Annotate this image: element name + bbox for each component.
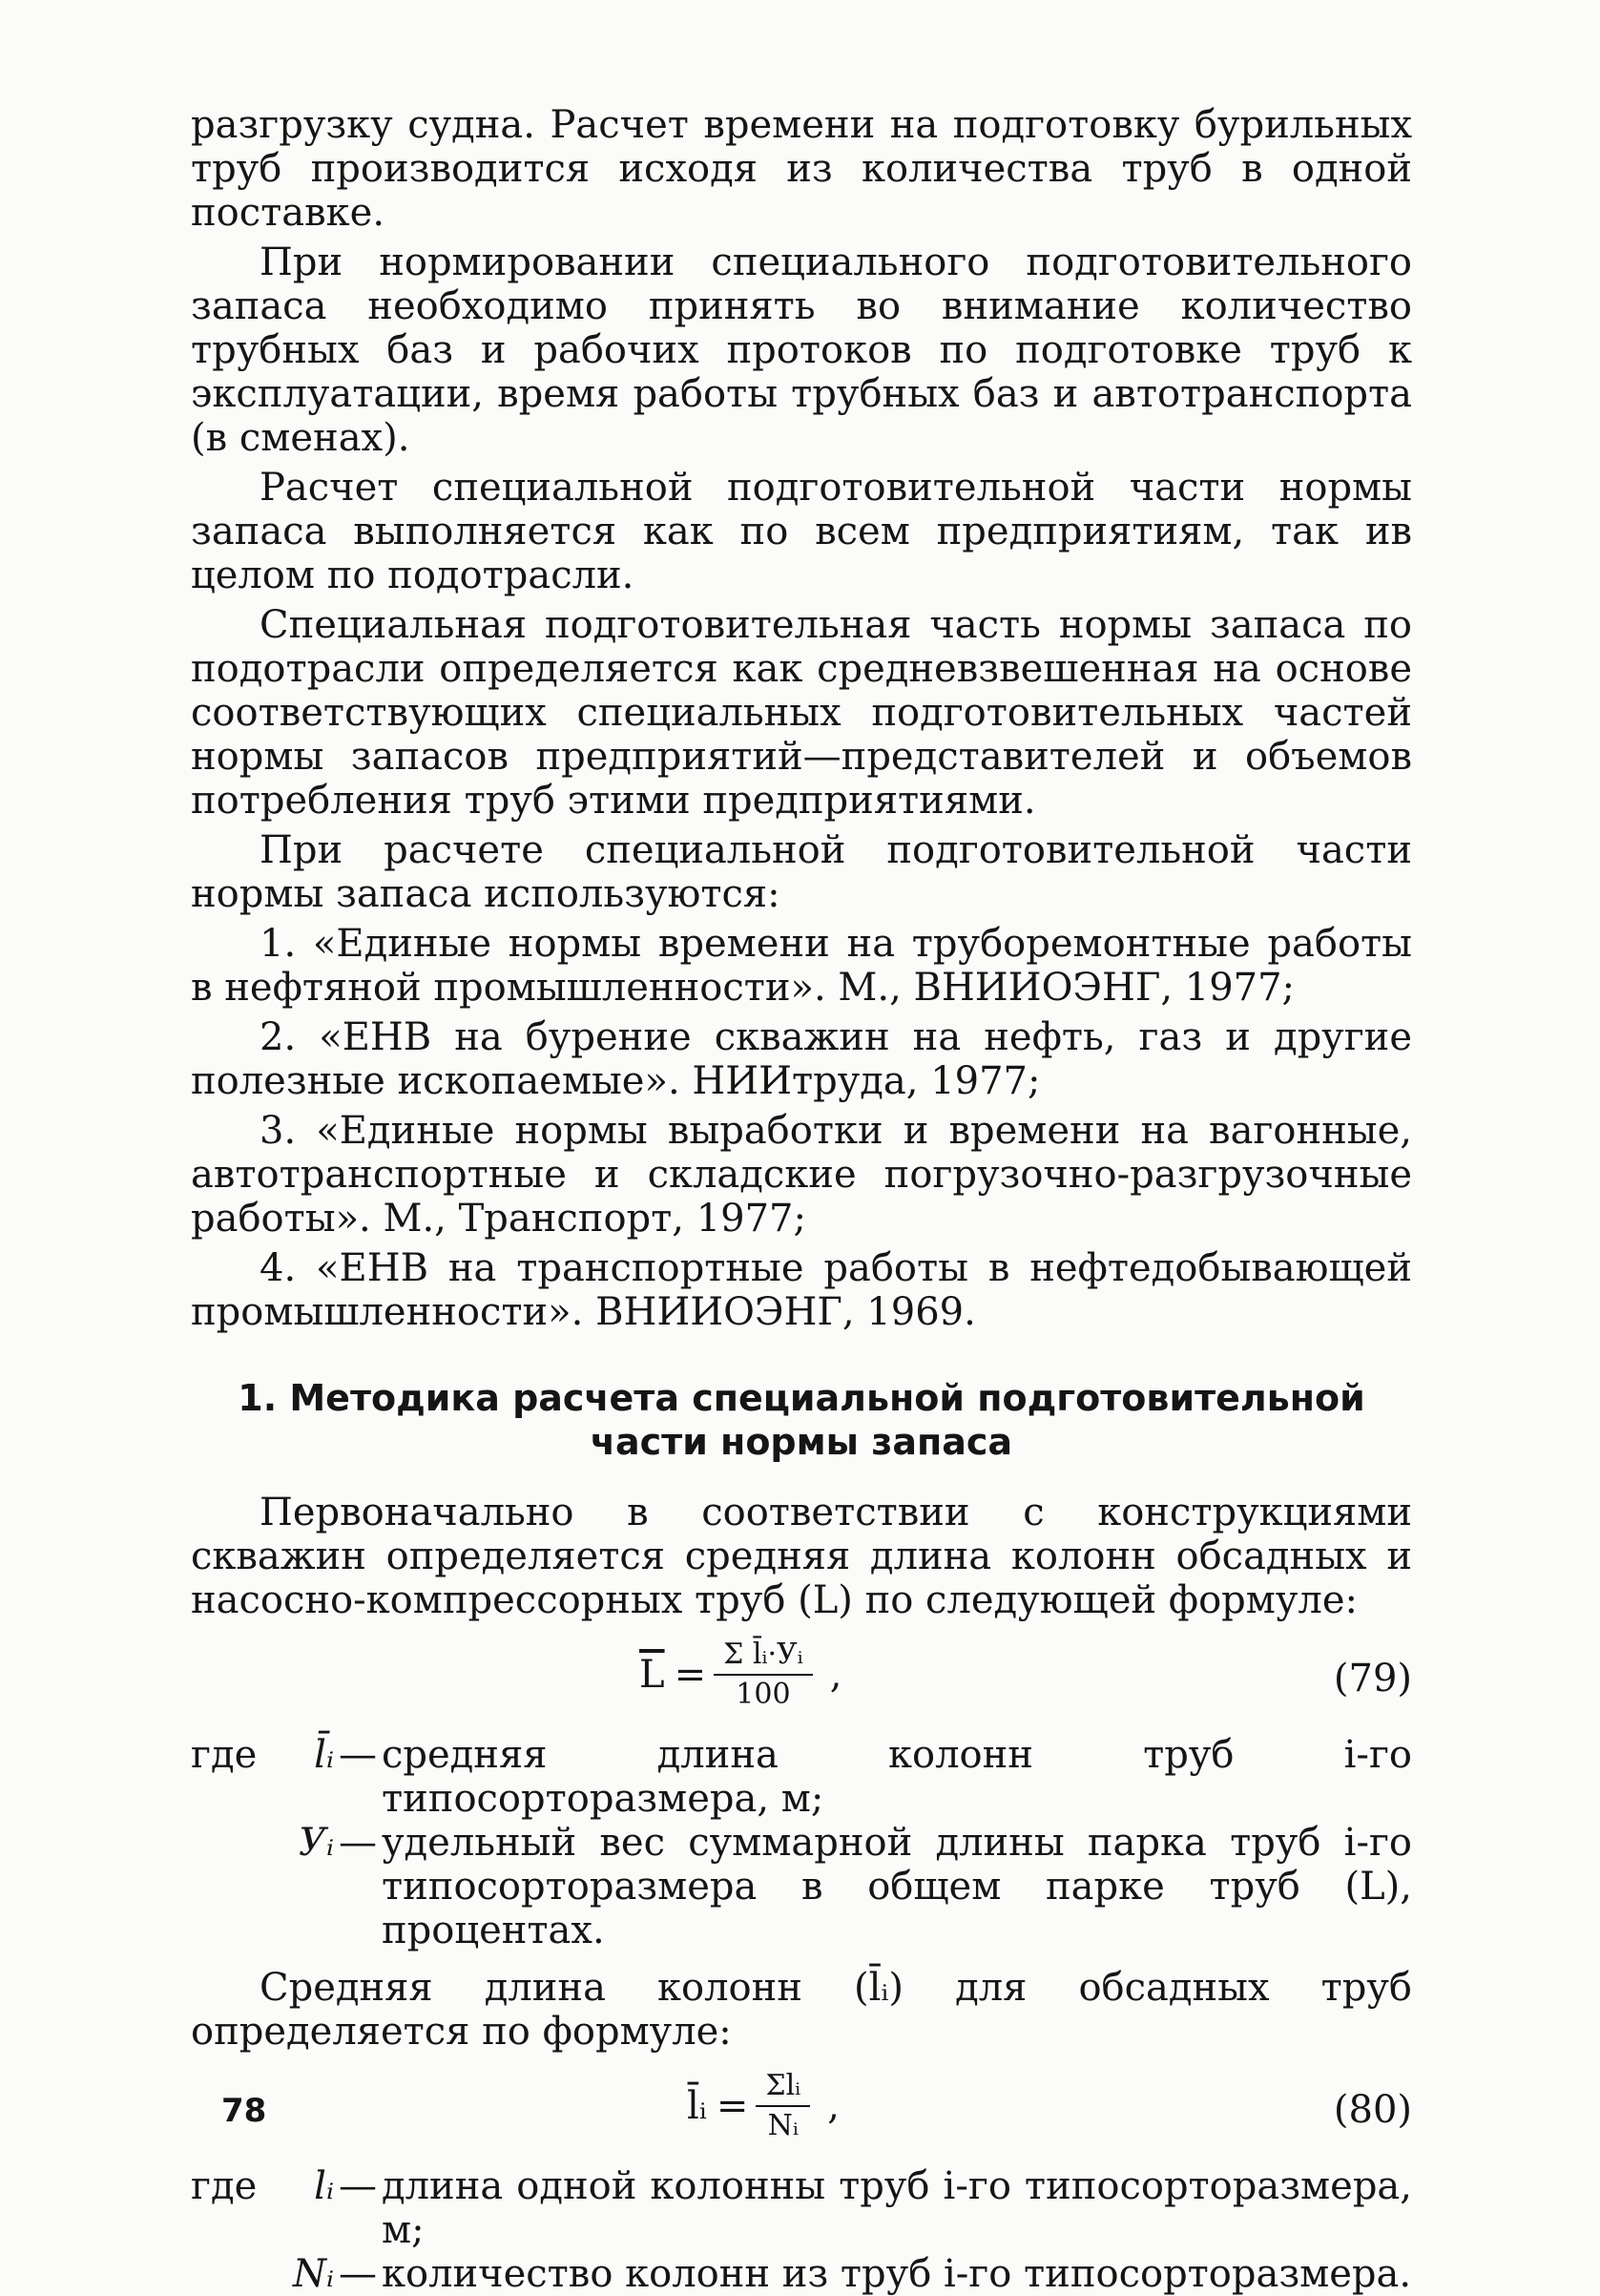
where-symbol: Nᵢ: [292, 2252, 334, 2296]
where-dash: —: [339, 1733, 377, 1777]
where-dash: —: [339, 2252, 377, 2296]
formula-79-denominator: 100: [736, 1678, 791, 1711]
where-dash: —: [339, 1821, 377, 1865]
where-80-row-2: [191, 2252, 1412, 2296]
where-description: средняя длина колонн труб i-го типосорторазмера, м;: [382, 1733, 1412, 1821]
formula-80-numerator: Σlᵢ: [765, 2069, 801, 2102]
formula-80-comma: ,: [827, 2084, 840, 2128]
formula-80-denominator: Nᵢ: [767, 2109, 799, 2142]
equation-number-79: (79): [1333, 1657, 1412, 1701]
formula-80-fraction: [756, 2067, 810, 2145]
equation-number-80: (80): [1333, 2088, 1412, 2132]
formula-79-lhs: $\overline{L}$: [639, 1653, 665, 1697]
where-80-row-1: [191, 2164, 1412, 2252]
formula-79-fraction: [714, 1636, 813, 1714]
where-dash: —: [339, 2164, 377, 2208]
page-number: 78: [221, 2092, 267, 2130]
formula-80: [191, 2067, 1412, 2155]
paragraph-formula-79-intro: Первоначально в соответствии с конструкциями скважин определяется средняя длина колонн обсадных и насосно-компрессорных труб (L) по следующей формуле:: [191, 1491, 1412, 1622]
paragraph-weighted-average: Специальная подготовительная часть нормы запаса по подотрасли определяется как средневзвешенная на основе соответствующих специальных подготовительных частей нормы запасов предприятий—представителей и объемов потребления труб этими предприятиями.: [191, 603, 1412, 823]
formula-79-comma: ,: [829, 1653, 842, 1697]
paragraph-calculation: Расчет специальной подготовительной части нормы запаса выполняется как по всем предприятиям, так ив целом по подотрасли.: [191, 466, 1412, 597]
page-body: [191, 103, 1412, 2296]
where-79-row-2: [191, 1821, 1412, 1952]
where-label: где: [191, 2164, 258, 2208]
paragraph-continuation: разгрузку судна. Расчет времени на подготовку бурильных труб производится исходя из количества труб в одной поставке.: [191, 103, 1412, 235]
paragraph-formula-80-intro: Средняя длина колонн (l̄ᵢ) для обсадных труб определяется по формуле:: [191, 1966, 1412, 2054]
where-description: длина одной колонны труб i-го типосорторазмера, м;: [382, 2164, 1412, 2252]
paragraph-normalization: При нормировании специального подготовительного запаса необходимо принять во внимание количество трубных баз и рабочих протоков по подготовке труб к эксплуатации, время работы трубных баз и автотранспорта (в сменах).: [191, 240, 1412, 460]
source-item: 3. «Единые нормы выработки и времени на вагонные, автотранспортные и складские погрузочно-разгрузочные работы». М., Транспорт, 1977;: [191, 1109, 1412, 1241]
where-79-row-1: [191, 1733, 1412, 1821]
where-symbol: lᵢ: [314, 2164, 334, 2208]
where-description: количество колонн из труб i-го типосорторазмера.: [382, 2252, 1412, 2296]
section-heading-line1: 1. Методика расчета специальной подготовительной: [238, 1377, 1365, 1419]
where-label: где: [191, 1733, 258, 1777]
formula-80-equals: =: [716, 2084, 749, 2128]
formula-79: [191, 1636, 1412, 1723]
section-heading-line2: части нормы запаса: [590, 1421, 1013, 1463]
where-symbol: Уᵢ: [299, 1821, 334, 1865]
source-item: 4. «ЕНВ на транспортные работы в нефтедобывающей промышленности». ВНИИОЭНГ, 1969.: [191, 1246, 1412, 1334]
formula-79-equals: =: [674, 1653, 707, 1697]
paragraph-sources-intro: При расчете специальной подготовительной части нормы запаса используются:: [191, 828, 1412, 916]
source-item: 1. «Единые нормы времени на труборемонтные работы в нефтяной промышленности». М., ВНИИОЭНГ, 1977;: [191, 922, 1412, 1010]
formula-79-numerator: Σ l̄ᵢ·Уᵢ: [723, 1638, 803, 1671]
source-item: 2. «ЕНВ на бурение скважин на нефть, газ и другие полезные ископаемые». НИИтруда, 1977;: [191, 1015, 1412, 1103]
where-symbol: l̄ᵢ: [314, 1733, 334, 1777]
section-heading: [229, 1376, 1374, 1464]
formula-80-lhs: l̄ᵢ: [687, 2084, 707, 2128]
where-description: удельный вес суммарной длины парка труб i-го типосорторазмера в общем парке труб (L), процентах.: [382, 1821, 1412, 1952]
